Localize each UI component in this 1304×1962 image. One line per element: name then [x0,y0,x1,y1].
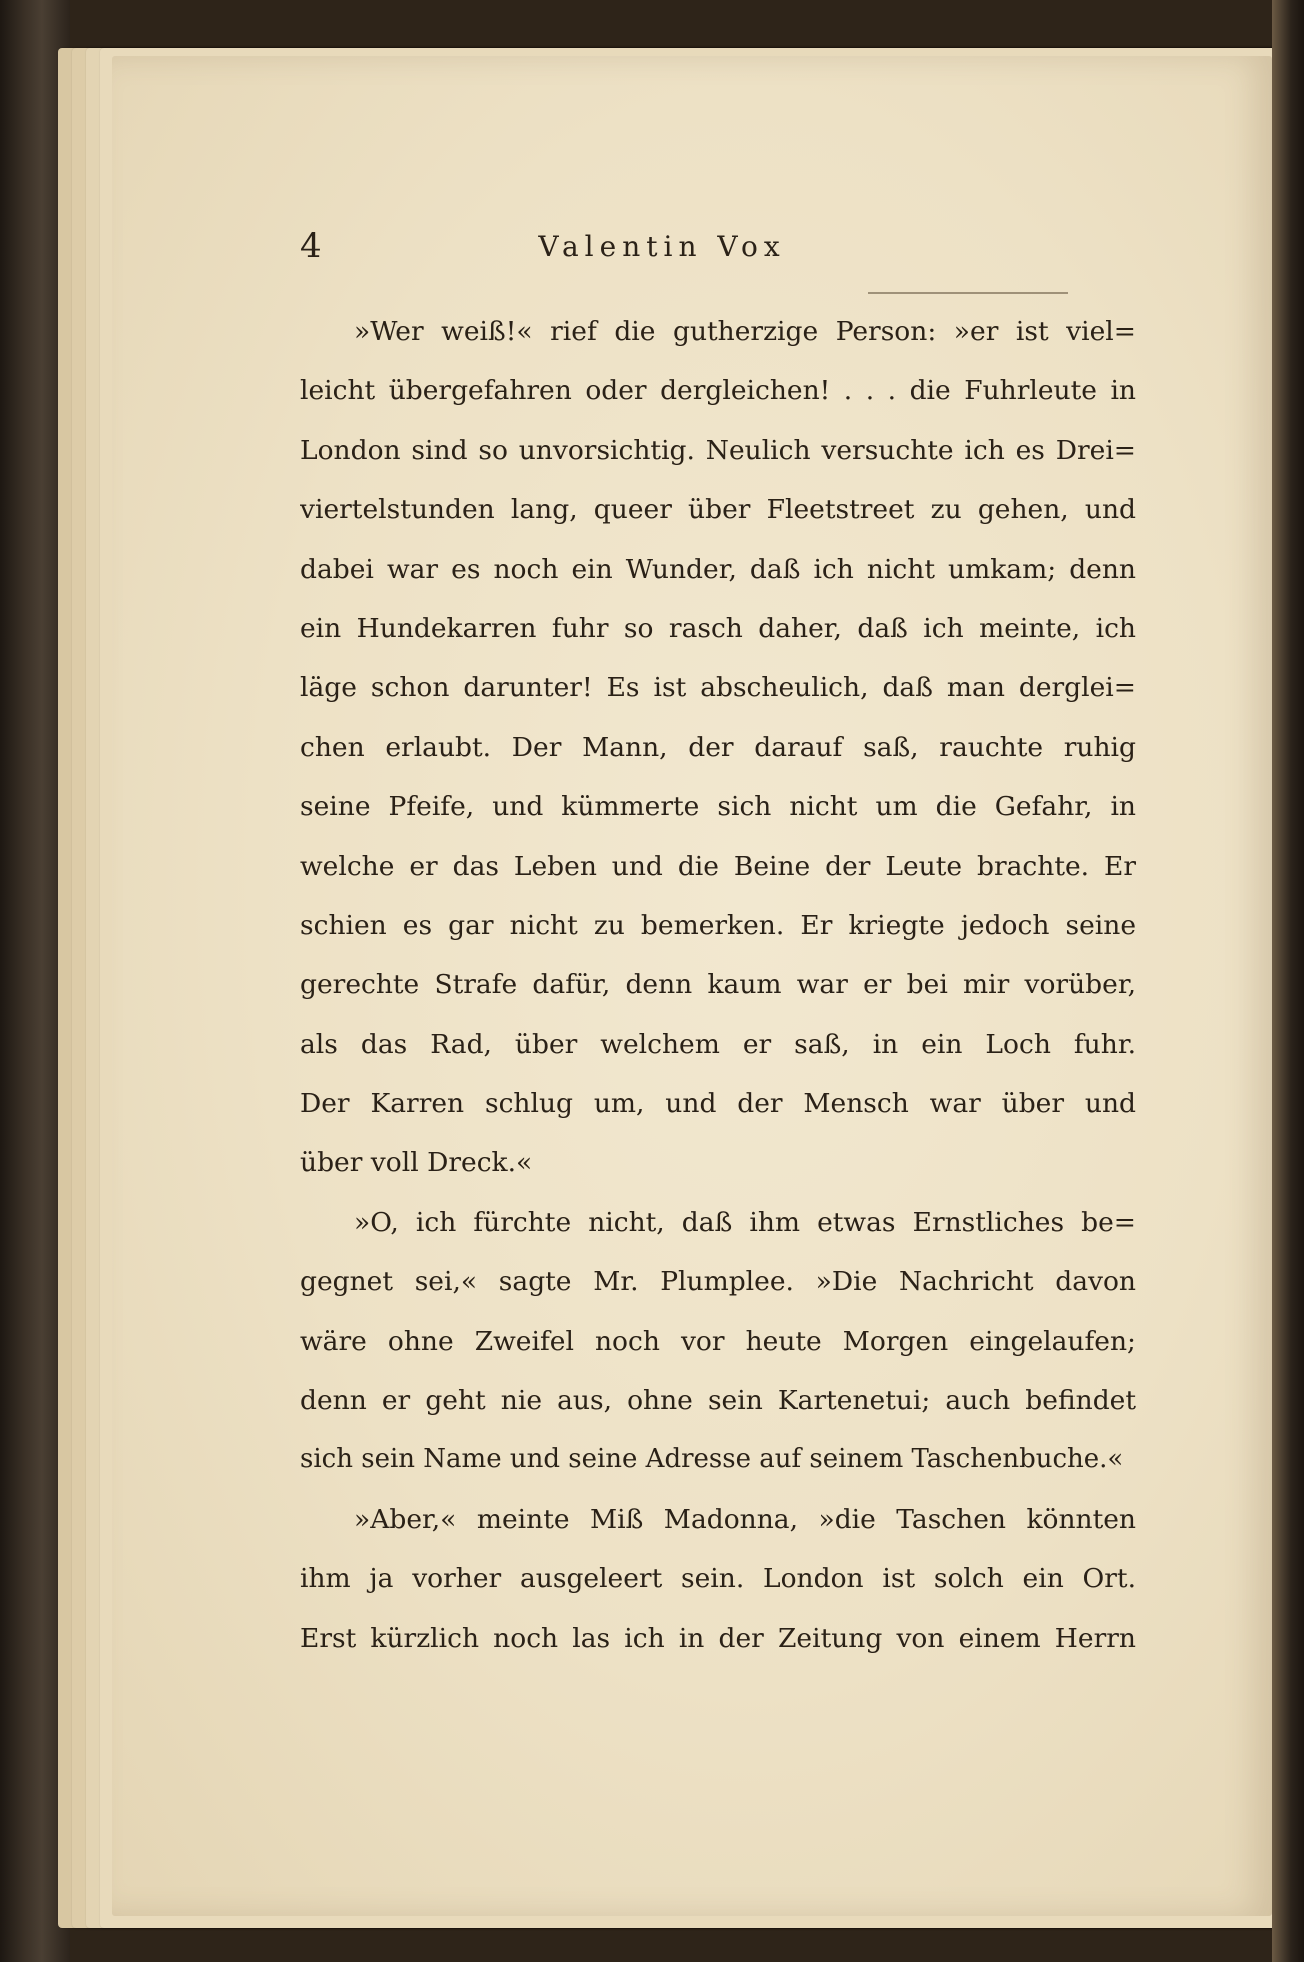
text-line: über voll Dreck.« [300,1147,533,1179]
text-line: denn er geht nie aus, ohne sein Kartenetui; auch befindet [300,1385,1136,1417]
text-line: »O, ich fürchte nicht, daß ihm etwas Ernstliches be= [354,1206,1136,1238]
text-line: leicht übergefahren oder dergleichen! . . . die Fuhrleute in [300,375,1136,407]
page-header [188,226,1136,276]
text-line: chen erlaubt. Der Mann, der darauf saß, rauchte ruhig [300,731,1136,763]
text-line: dabei war es noch ein Wunder, daß ich nicht umkam; denn [300,553,1136,585]
text-line: als das Rad, über welchem er saß, in ein Loch fuhr. [300,1028,1136,1060]
text-line: Erst kürzlich noch las ich in der Zeitung von einem Herrn [300,1622,1136,1654]
text-line: ein Hundekarren fuhr so rasch daher, daß ich meinte, ich [300,612,1136,644]
running-head: Valentin Vox [538,230,786,263]
text-line: ihm ja vorher ausgeleert sein. London ist solch ein Ort. [300,1563,1136,1595]
text-line: sich sein Name und seine Adresse auf seinem Taschenbuche.« [300,1444,1124,1475]
text-line: schien es gar nicht zu bemerken. Er kriegte jedoch seine [300,909,1136,941]
text-line: wäre ohne Zweifel noch vor heute Morgen eingelaufen; [300,1325,1136,1357]
header-rule [868,292,1068,294]
text-line: welche er das Leben und die Beine der Leute brachte. Er [300,850,1136,882]
text-line: gegnet sei,« sagte Mr. Plumplee. »Die Nachricht davon [300,1266,1136,1298]
page-number: 4 [300,226,322,266]
body-text [300,302,1136,1668]
text-line: seine Pfeife, und kümmerte sich nicht um die Gefahr, in [300,791,1136,823]
text-line: London sind so unvorsichtig. Neulich versuchte ich es Drei= [300,434,1136,466]
text-line: »Aber,« meinte Miß Madonna, »die Taschen könnten [354,1503,1136,1535]
text-line: gerechte Strafe dafür, denn kaum war er bei mir vorüber, [300,969,1136,1001]
text-line: »Wer weiß!« rief die gutherzige Person: »er ist viel= [354,316,1136,347]
text-line: läge schon darunter! Es ist abscheulich, daß man derglei= [300,672,1136,704]
text-line: Der Karren schlug um, und der Mensch war über und [300,1088,1136,1120]
text-line: viertelstunden lang, queer über Fleetstreet zu gehen, und [300,494,1136,526]
spine-edge [1272,0,1304,1962]
